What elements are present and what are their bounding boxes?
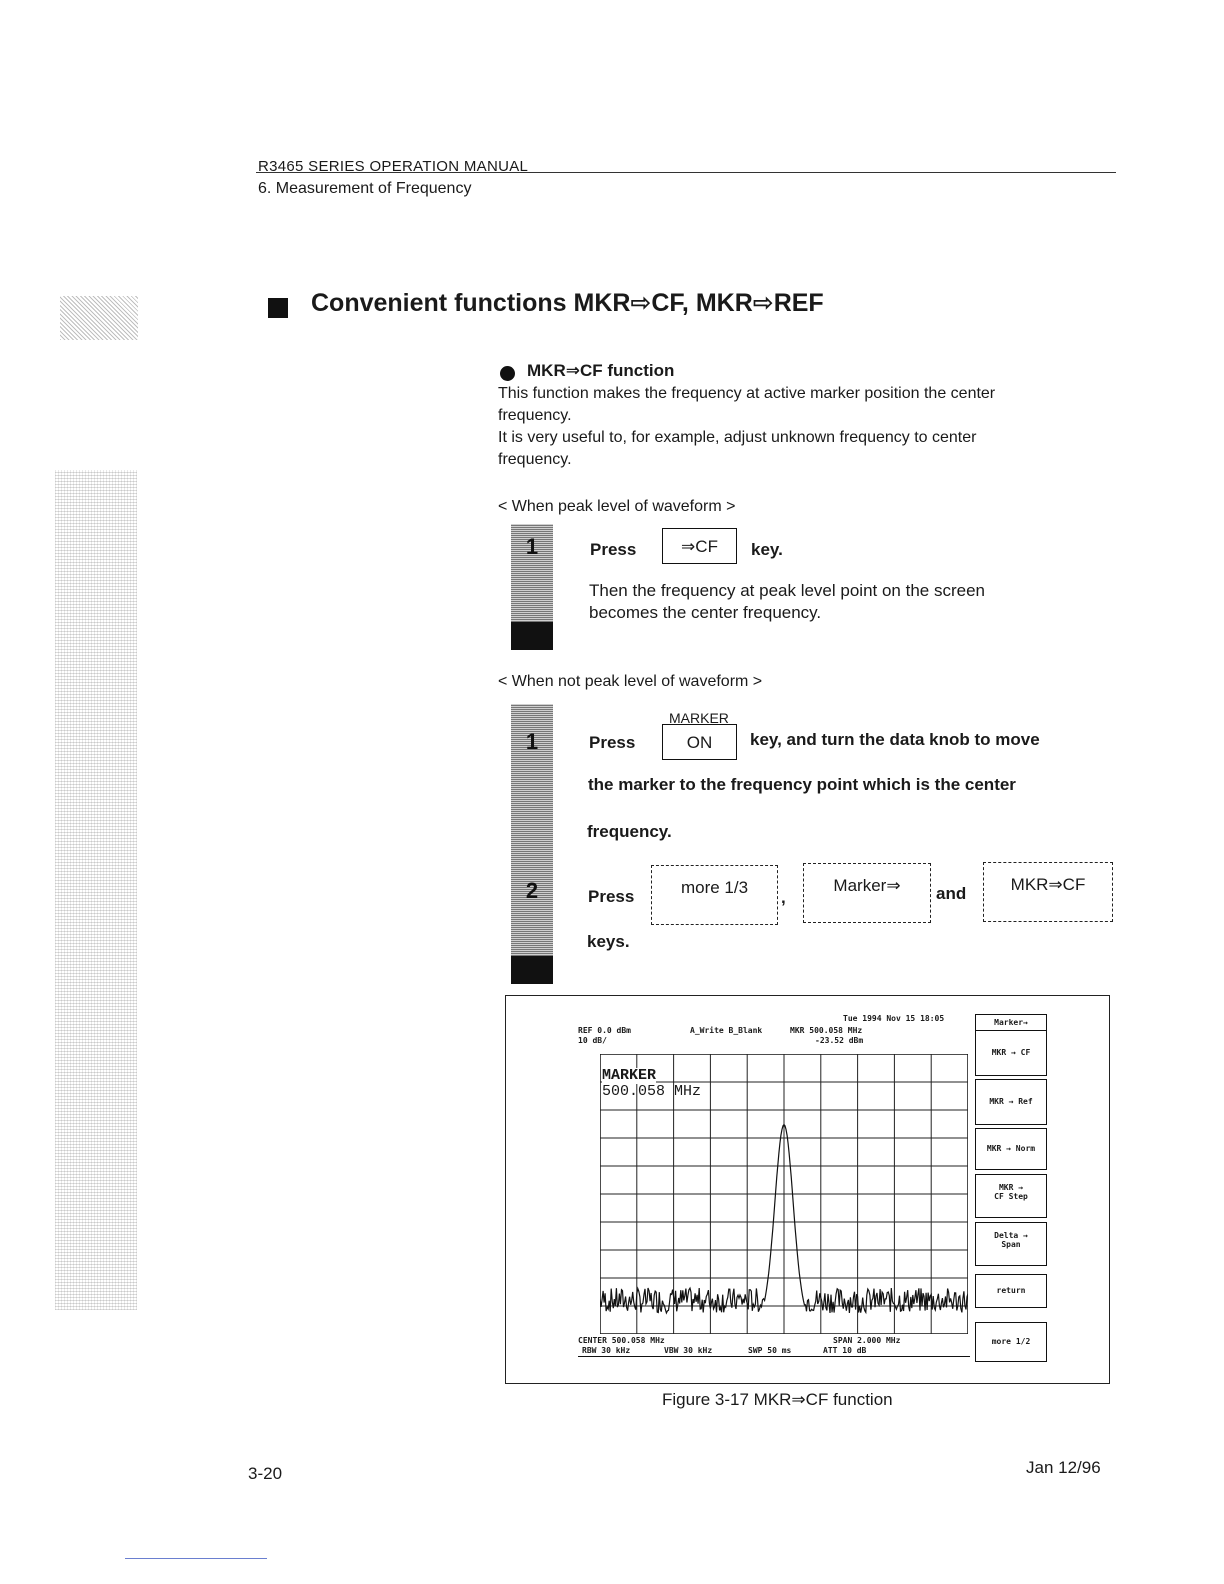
case2-heading: < When not peak level of waveform >: [498, 673, 763, 690]
step1-text-line2: the marker to the frequency point which is the center: [588, 775, 1016, 794]
softkey-mkr-norm[interactable]: MKR → Norm: [975, 1128, 1047, 1170]
paragraph-2: It is very useful to, for example, adjust unknown frequency to center frequency.: [498, 429, 977, 468]
scan-edge-line: [125, 1558, 267, 1559]
step-end-marker: [511, 622, 553, 650]
screen-rbw: RBW 30 kHz: [582, 1346, 631, 1355]
page-number: 3-20: [248, 1464, 283, 1483]
step-end-marker: [511, 956, 553, 984]
case1-description: Then the frequency at peak level point on the screen becomes the center frequency.: [589, 581, 985, 622]
subsection-title: MKR⇒CF function: [527, 361, 675, 380]
manual-title: R3465 SERIES OPERATION MANUAL: [258, 158, 529, 175]
scan-artifact: [55, 470, 137, 1310]
step-number: 1: [525, 534, 539, 559]
softkey-return[interactable]: return: [975, 1274, 1047, 1308]
screen-center: CENTER 500.058 MHz: [578, 1336, 665, 1345]
marker-on-key[interactable]: ON: [662, 724, 737, 760]
step1-text-line3: frequency.: [587, 822, 672, 841]
header-rule: [256, 172, 1116, 173]
comma: ,: [781, 888, 786, 907]
screen-vbw: VBW 30 kHz: [664, 1346, 713, 1355]
softkey-mkr-cf-step[interactable]: MKR → CF Step: [975, 1174, 1047, 1218]
press-label: Press: [590, 540, 637, 559]
paragraph-1: This function makes the frequency at active marker position the center frequency.: [498, 385, 996, 424]
softkey-more[interactable]: more 1/2: [975, 1322, 1047, 1362]
screen-footer-rule: [578, 1356, 970, 1357]
step-number: 1: [525, 729, 539, 754]
mkr-cf-softkey[interactable]: MKR⇒CF: [983, 862, 1113, 922]
screen-marker-freq: MKR 500.058 MHz: [790, 1026, 863, 1035]
scan-artifact: [60, 296, 138, 340]
screen-scale: 10 dB/: [578, 1036, 607, 1045]
screen-span: SPAN 2.000 MHz: [833, 1336, 901, 1345]
keys-label: keys.: [587, 932, 630, 951]
softkey-menu-title: Marker→: [975, 1014, 1047, 1032]
marker-readout-label: MARKER: [602, 1067, 657, 1084]
figure-caption: Figure 3-17 MKR⇒CF function: [662, 1390, 893, 1409]
screen-swp: SWP 50 ms: [748, 1346, 792, 1355]
section-title: Convenient functions MKR⇨CF, MKR⇨REF: [311, 289, 824, 317]
press-label: Press: [588, 887, 635, 906]
chapter-title: 6. Measurement of Frequency: [258, 180, 472, 197]
step-number: 2: [525, 878, 539, 903]
bullet-icon: [500, 366, 515, 381]
screen-ref-level: REF 0.0 dBm: [578, 1026, 631, 1035]
and-label: and: [936, 884, 967, 903]
more-softkey[interactable]: more 1/3: [651, 865, 778, 925]
marker-to-softkey[interactable]: Marker⇒: [803, 863, 931, 923]
screen-marker-level: -23.52 dBm: [815, 1036, 864, 1045]
screen-datetime: Tue 1994 Nov 15 18:05: [843, 1014, 945, 1023]
marker-key-caption: MARKER: [669, 710, 729, 726]
softkey-mkr-cf[interactable]: MKR → CF: [975, 1030, 1047, 1076]
key-suffix: key.: [751, 540, 783, 559]
case1-heading: < When peak level of waveform >: [498, 498, 736, 515]
step1-text-line1: key, and turn the data knob to move: [750, 730, 1040, 749]
press-label: Press: [589, 733, 636, 752]
screen-trace-modes: A_Write B_Blank: [690, 1026, 763, 1035]
softkey-mkr-ref[interactable]: MKR → Ref: [975, 1079, 1047, 1125]
revision-date: Jan 12/96: [1026, 1458, 1101, 1477]
marker-readout-value: 500.058 MHz: [602, 1083, 702, 1100]
screen-att: ATT 10 dB: [823, 1346, 867, 1355]
section-square-icon: [268, 298, 288, 318]
cf-key[interactable]: ⇒CF: [662, 528, 737, 564]
softkey-delta-span[interactable]: Delta → Span: [975, 1222, 1047, 1266]
